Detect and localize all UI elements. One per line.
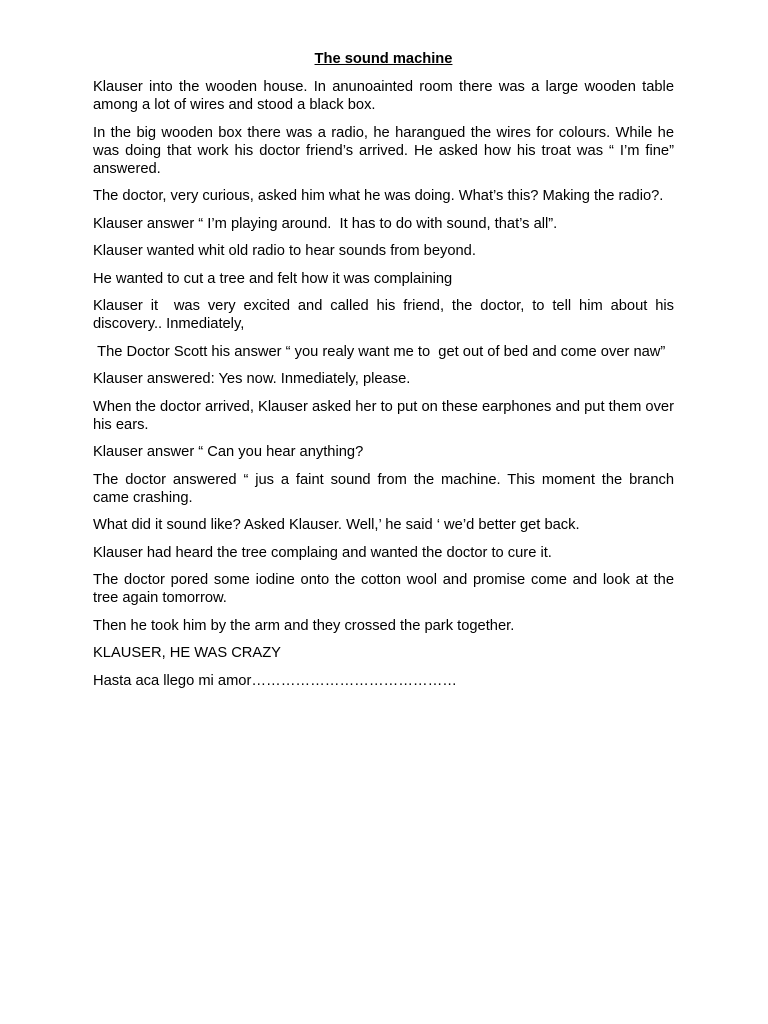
paragraph-13: What did it sound like? Asked Klauser. Well,’ he said ‘ we’d better get back. <box>93 517 580 533</box>
paragraph-10: When the doctor arrived, Klauser asked her to put on these earphones and put them over his ears. <box>93 398 679 433</box>
paragraph-1: Klauser into the wooden house. In anunoainted room there was a large wooden table among a lot of wires and stood a black box. <box>93 79 683 113</box>
paragraph-17: KLAUSER, HE WAS CRAZY <box>93 645 281 661</box>
paragraph-11: Klauser answer “ Can you hear anything? <box>93 444 364 460</box>
paragraph-12: The doctor answered “ jus a faint sound from the machine. This moment the branch came crashing. <box>93 471 679 506</box>
paragraph-9: Klauser answered: Yes now. Inmediately, please. <box>93 371 411 387</box>
document-page <box>93 50 683 699</box>
paragraph-15: The doctor pored some iodine onto the cotton wool and promise come and look at the tree again tomorrow. <box>93 572 679 606</box>
paragraph-16: Then he took him by the arm and they crossed the park together. <box>93 617 515 634</box>
paragraph-14: Klauser had heard the tree complaing and wanted the doctor to cure it. <box>93 544 552 561</box>
paragraph-2: In the big wooden box there was a radio, he harangued the wires for colours. While he was doing that work his doctor friend’s arrived. He asked how his troat was “ I’m fine” answered. <box>93 124 679 177</box>
document-title: The sound machine <box>314 51 453 67</box>
paragraph-8: The Doctor Scott his answer “ you realy want me to get out of bed and come over naw” <box>93 343 666 360</box>
paragraph-6: He wanted to cut a tree and felt how it was complaining <box>93 270 453 287</box>
paragraph-3: The doctor, very curious, asked him what he was doing. What’s this? Making the radio?. <box>93 188 664 204</box>
paragraph-18: Hasta aca llego mi amor…………………………………… <box>93 672 457 689</box>
paragraph-7: Klauser it was very excited and called his friend, the doctor, to tell him about his discovery.. Inmediately, <box>93 298 679 332</box>
paragraph-4: Klauser answer “ I’m playing around. It has to do with sound, that’s all”. <box>93 215 558 232</box>
paragraph-5: Klauser wanted whit old radio to hear sounds from beyond. <box>93 243 476 259</box>
